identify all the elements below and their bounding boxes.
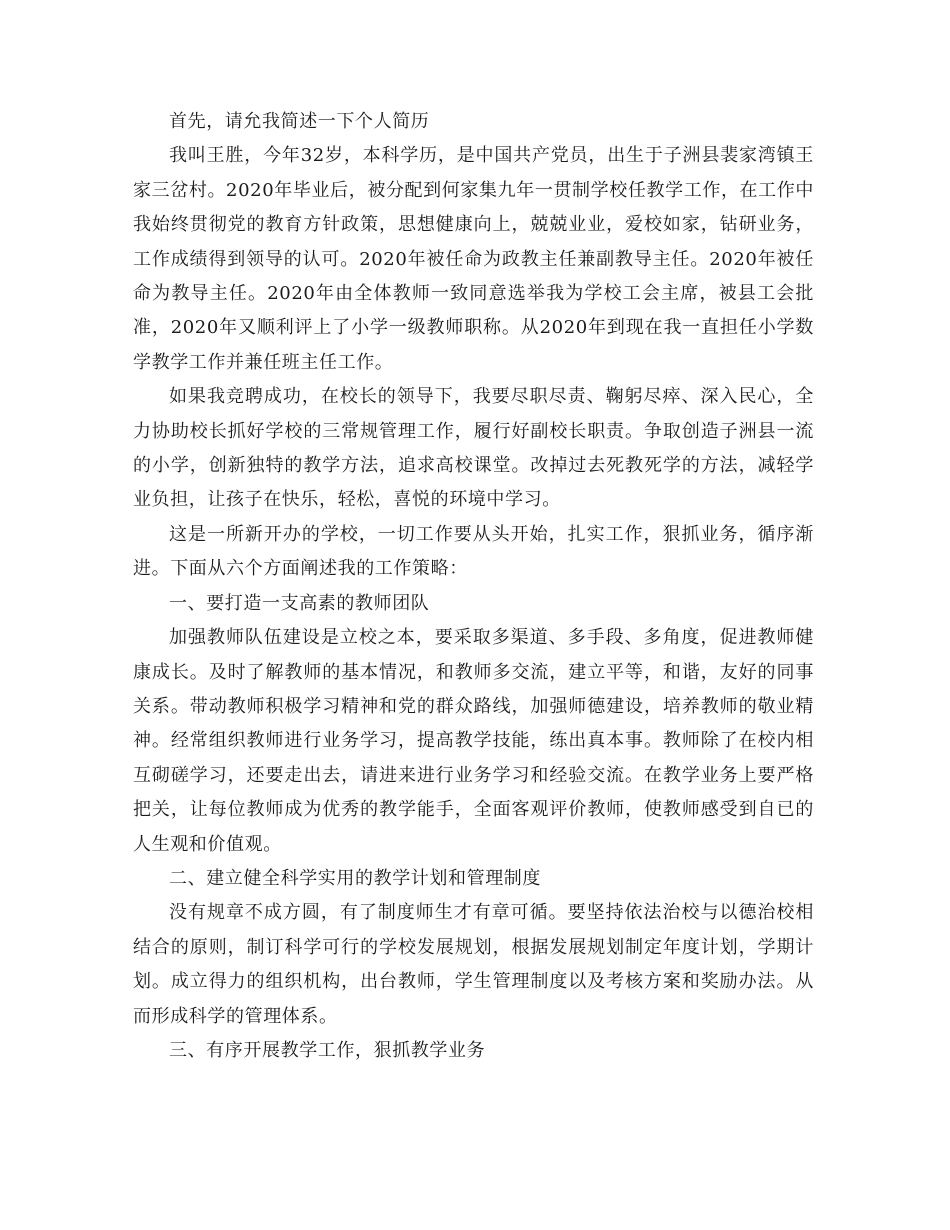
document-body — [133, 105, 814, 1068]
section-heading-management-system: 二、建立健全科学实用的教学计划和管理制度 — [169, 867, 541, 889]
section-heading-teacher-team: 一、要打造一支高素的教师团队 — [169, 592, 430, 614]
paragraph-management-system: 没有规章不成方圆，有了制度师生才有章可循。要坚持依法治校与以德治校相结合的原则，制订科学可行的学校发展规划，根据发展规划制定年度计划，学期计划。成立得力的组织机构，出台教师，学生管理制度以及考核方案和奖励办法。从而形成科学的管理体系。 — [133, 902, 814, 1027]
paragraph-intro-heading: 首先，请允我简述一下个人简历 — [169, 111, 430, 132]
paragraph-if-appointed: 如果我竞聘成功，在校长的领导下，我要尽职尽责、鞠躬尽瘁、深入民心，全力协助校长抓好学校的三常规管理工作，履行好副校长职责。争取创造子洲县一流的小学，创新独特的教学方法，追求高校课堂。改掉过去死教死学的方法，减轻学业负担，让孩子在快乐，轻松，喜悦的环境中学习。 — [133, 386, 814, 511]
paragraph-teacher-team: 加强教师队伍建设是立校之本，要采取多渠道、多手段、多角度，促进教师健康成长。及时了解教师的基本情况，和教师多交流，建立平等，和谐，友好的同事关系。带动教师积极学习精神和党的群众路线，加强师德建设，培养教师的敬业精神。经常组织教师进行业务学习，提高教学技能，练出真本事。教师除了在校内相互砌磋学习，还要走出去，请进来进行业务学习和经验交流。在教学业务上要严格把关，让每位教师成为优秀的教学能手，全面客观评价教师，使教师感受到自已的人生观和价值观。 — [133, 627, 814, 855]
paragraph-new-school: 这是一所新开办的学校，一切工作要从头开始，扎实工作，狠抓业务，循序渐进。下面从六个方面阐述我的工作策略： — [133, 523, 814, 580]
paragraph-personal-resume: 我叫王胜，今年32岁，本科学历，是中国共产党员，出生于子洲县裴家湾镇王家三岔村。2020年毕业后，被分配到何家集九年一贯制学校任教学工作，在工作中我始终贯彻党的教育方针政策，思想健康向上，兢兢业业，爱校如家，钻研业务，工作成绩得到领导的认可。2020年被任命为政教主任兼副教导主任。2020年被任命为教导主任。2020年由全体教师一致同意选举我为学校工会主席，被县工会批准，2020年又顺利评上了小学一级教师职称。从2020年到现在我一直担任小学数学教学工作并兼任班主任工作。 — [133, 145, 814, 373]
section-heading-teaching-work: 三、有序开展教学工作，狠抓教学业务 — [169, 1039, 486, 1061]
